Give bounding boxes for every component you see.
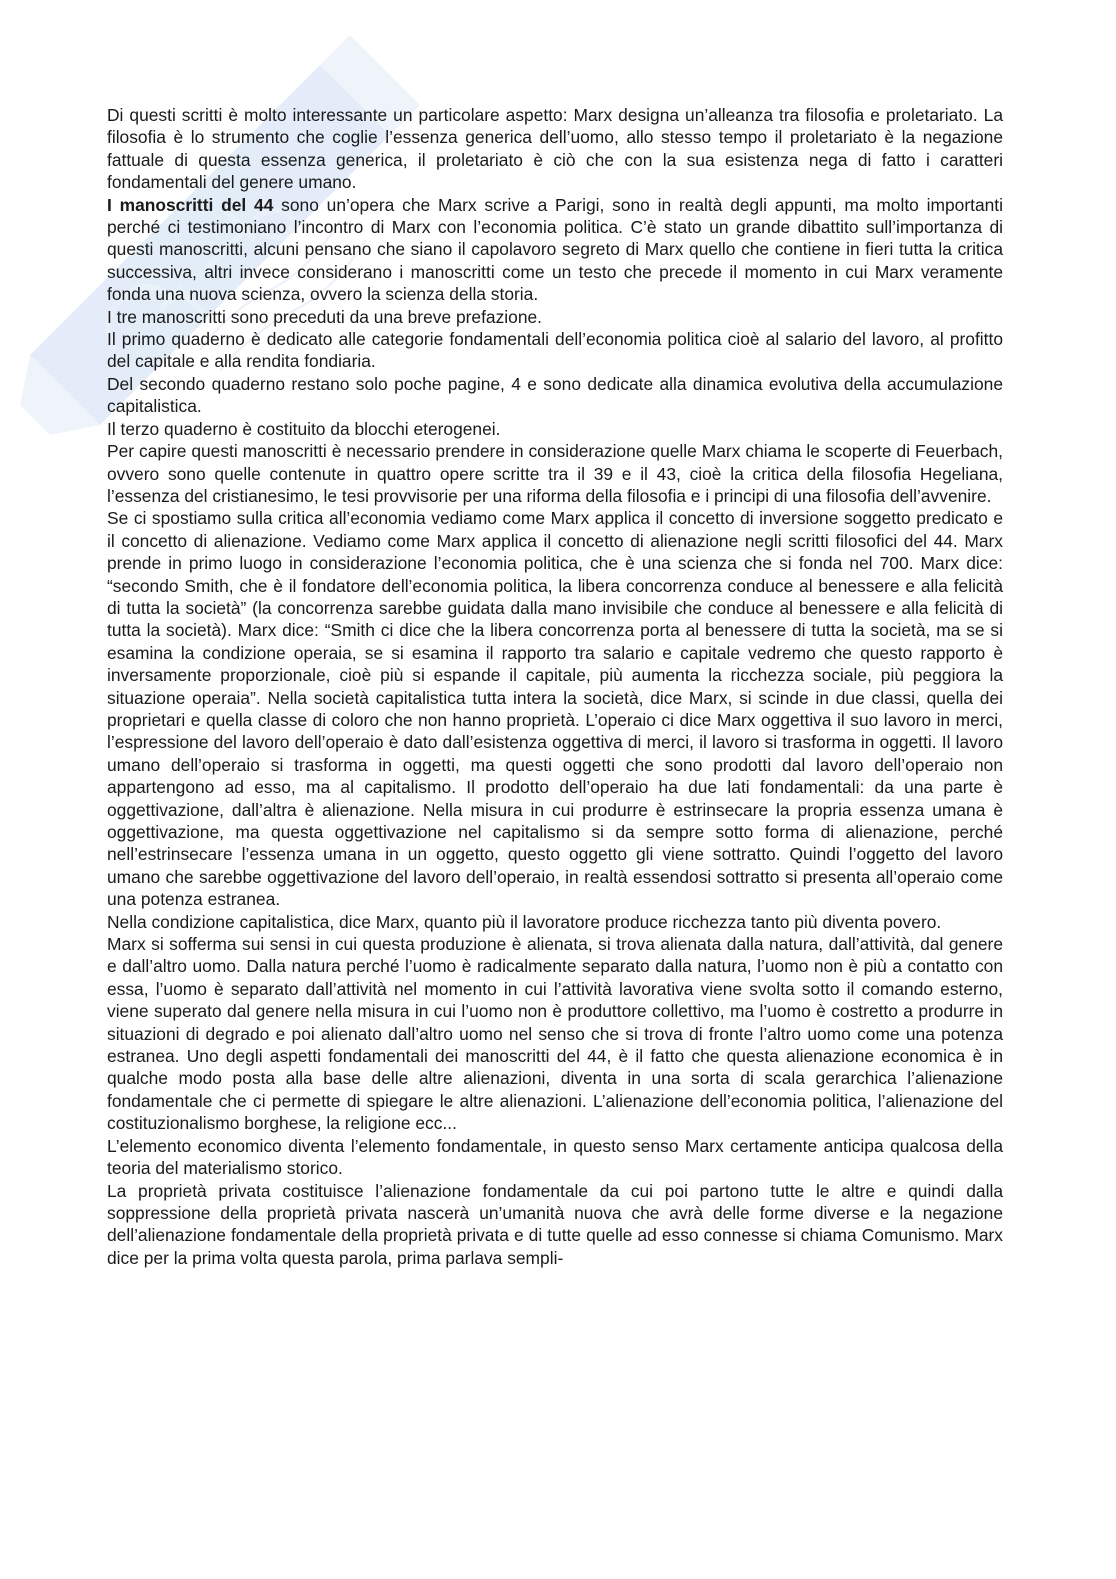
paragraph-elemento-economico: L’elemento economico diventa l’elemento fondamentale, in questo senso Marx certamente anticipa qualcosa della teoria del materialismo storico. bbox=[107, 1135, 1003, 1179]
paragraph-intro: Di questi scritti è molto interessante un particolare aspetto: Marx designa un’alleanza tra filosofia e proletariato. La filosofia è lo strumento che coglie l’essenza generica dell’uomo, allo stesso tempo il proletariato è la negazione fattuale di questa essenza generica, il proletariato è ciò che con la sua esistenza nega di fatto i caratteri fondamentali del genere umano. bbox=[107, 105, 1003, 193]
paragraph-sensi-alienazione: Marx si sofferma sui sensi in cui questa produzione è alienata, si trova alienata dalla natura, dall’attività, dal genere e dall’altro uomo. Dalla natura perché l’uomo è radicalmente separato dalla natura, l’uomo non è più a contatto con essa, l’uomo è separato dall’attività nel momento in cui l’attività lavorativa viene svolta sotto il comando esterno, viene superato dal genere nella misura in cui l’uomo non è produttore collettivo, ma l’uomo è costretto a produrre in situazioni di degrado e poi alienato dall’altro uomo nel senso che si trova di fronte l’altro uomo come una potenza estranea. Uno degli aspetti fondamentali dei manoscritti del 44, è il fatto che questa alienazione economica è in qualche modo posta alla base delle altre alienazioni, diventa in una sorta di scala gerarchica l’alienazione fondamentale che ci permette di spiegare le altre alienazioni. L’alienazione dell’economia politica, l’alienazione del costituzionalismo borghese, la religione ecc... bbox=[107, 934, 1003, 1134]
paragraph-manoscritti-text: sono un’opera che Marx scrive a Parigi, sono in realtà degli appunti, ma molto importanti perché ci testimoniano l’incontro di Marx con l’economia politica. C’è stato un grande dibattito sull’importanza di questi manoscritti, alcuni pensano che siano il capolavoro segreto di Marx quello che contiene in fieri tutta la critica successiva, altri invece considerano i manoscritti come un testo che precede il momento in cui Marx veramente fonda una nuova scienza, ovvero la scienza della storia. bbox=[107, 194, 1003, 305]
paragraph-terzo-quaderno: Il terzo quaderno è costituito da blocchi eterogenei. bbox=[107, 418, 501, 439]
document-body bbox=[107, 104, 1003, 1269]
paragraph-primo-quaderno: Il primo quaderno è dedicato alle categorie fondamentali dell’economia politica cioè al salario del lavoro, al profitto del capitale e alla rendita fondiaria. bbox=[107, 329, 1003, 372]
heading-manoscritti: I manoscritti del 44 bbox=[107, 194, 274, 215]
paragraph-manoscritti bbox=[107, 194, 1003, 306]
paragraph-feuerbach: Per capire questi manoscritti è necessario prendere in considerazione quelle Marx chiama le scoperte di Feuerbach, ovvero sono quelle contenute in quattro opere scritte tra il 39 e il 43, cioè la critica della filosofia Hegeliana, l’essenza del cristianesimo, le tesi provvisorie per una riforma della filosofia e i principi di una filosofia dell’avvenire. bbox=[107, 441, 1003, 506]
paragraph-prefazione: I tre manoscritti sono preceduti da una breve prefazione. bbox=[107, 306, 543, 327]
paragraph-secondo-quaderno: Del secondo quaderno restano solo poche pagine, 4 e sono dedicate alla dinamica evolutiva della accumulazione capitalistica. bbox=[107, 373, 1003, 417]
paragraph-condizione-capitalistica: Nella condizione capitalistica, dice Marx, quanto più il lavoratore produce ricchezza tanto più diventa povero. bbox=[107, 911, 942, 932]
paragraph-critica-economia: Se ci spostiamo sulla critica all’economia vediamo come Marx applica il concetto di inversione soggetto predicato e il concetto di alienazione. Vediamo come Marx applica il concetto di alienazione negli scritti filosofici del 44. Marx prende in primo luogo in considerazione l’economia politica, che è una scienza che si fonda nel 700. Marx dice: “secondo Smith, che è il fondatore dell’economia politica, la libera concorrenza conduce al benessere e alla felicità di tutta la società” (la concorrenza sarebbe guidata dalla mano invisibile che conduce al benessere e alla felicità di tutta la società). Marx dice: “Smith ci dice che la libera concorrenza porta al benessere di tutta la società, ma se si esamina la condizione operaia, se si esamina il rapporto tra salario e capitale vedremo che questo rapporto è inversamente proporzionale, cioè più si espande il capitale, più aumenta la ricchezza sociale, più peggiora la situazione operaia”. Nella società capitalistica tutta intera la società, dice Marx, si scinde in due classi, quella dei proprietari e quella classe di coloro che non hanno proprietà. L’operaio ci dice Marx oggettiva il suo lavoro in merci, l’espressione del lavoro dell’operaio è dato dall’esistenza oggettiva di merci, il lavoro si trasforma in oggetti. Il lavoro umano dell’operaio si trasforma in oggetti, ma questi oggetti che sono prodotti dal lavoro dell’operaio non appartengono ad esso, ma al capitalismo. Il prodotto dell’operaio ha due lati fondamentali: da una parte è oggettivazione, dall’altra è alienazione. Nella misura in cui produrre è estrinsecare la propria essenza umana è oggettivazione, ma questa oggettivazione nel capitalismo si da sempre sotto forma di alienazione, perché nell’estrinsecare l’essenza umana in un oggetto, questo oggetto gli viene sottratto. Quindi l’oggetto del lavoro umano che sarebbe oggettivazione del lavoro dell’operaio, in realtà essendosi sottratto si presenta all’operaio come una potenza estranea. bbox=[107, 508, 1003, 910]
paragraph-proprieta-privata: La proprietà privata costituisce l’alienazione fondamentale da cui poi partono tutte le altre e quindi dalla soppressione della proprietà privata nascerà un’umanità nuova che avrà delle forme diverse e la negazione dell’alienazione fondamentale della proprietà privata e di tutte quelle ad esso connesse si chiama Comunismo. Marx dice per la prima volta questa parola, prima parlava sempli- bbox=[107, 1180, 1003, 1268]
